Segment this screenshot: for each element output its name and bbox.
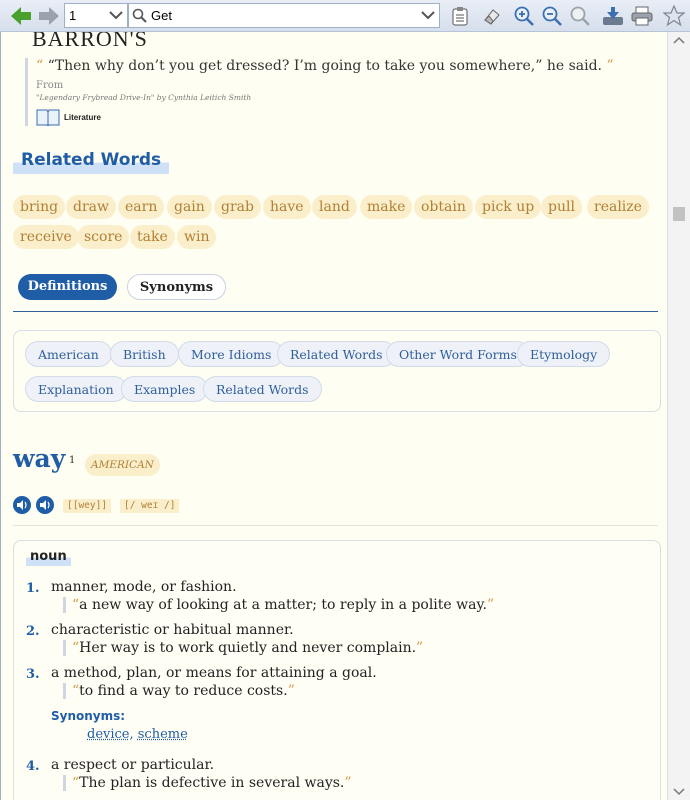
- nav-link-more-idioms[interactable]: More Idioms: [178, 341, 284, 367]
- example-text: Her way is to work quietly and never complain.: [79, 640, 417, 656]
- quote-source: "Legendary Frybread Drive-In" by Cynthia Leitich Smith: [36, 93, 252, 102]
- scrollbar-thumb[interactable]: [673, 207, 685, 221]
- related-word-chip[interactable]: pull: [541, 195, 582, 219]
- synonyms-list: device, scheme: [87, 727, 188, 742]
- sense-number: 1.: [26, 581, 40, 596]
- definitions-box: [13, 540, 661, 800]
- search-icon: [132, 8, 148, 24]
- synonyms-label: Synonyms:: [51, 709, 126, 723]
- nav-link-etymology[interactable]: Etymology: [517, 341, 610, 367]
- nav-link-american[interactable]: American: [25, 341, 112, 367]
- quote-open-mark: “: [36, 58, 44, 74]
- search-input[interactable]: [128, 3, 440, 28]
- quote-text: “Then why don’t you get dressed? I’m going to take you somewhere,” he said.: [47, 58, 602, 74]
- nav-link-explanation[interactable]: Explanation: [25, 376, 127, 402]
- clipboard-icon[interactable]: [447, 3, 473, 29]
- chevron-down-icon[interactable]: [109, 7, 123, 23]
- sense-definition: a respect or particular.: [51, 757, 215, 773]
- related-word-chip[interactable]: make: [360, 195, 412, 219]
- download-icon[interactable]: [600, 3, 626, 29]
- zoom-in-icon[interactable]: [511, 3, 537, 29]
- zoom-out-icon[interactable]: [539, 3, 565, 29]
- printer-icon[interactable]: [629, 3, 655, 29]
- related-word-chip[interactable]: have: [263, 195, 311, 219]
- sense-example: “to find a way to reduce costs.”: [63, 683, 295, 699]
- related-word-chip[interactable]: obtain: [414, 195, 473, 219]
- zoom-reset-icon[interactable]: [567, 3, 593, 29]
- synonym-link-device[interactable]: device: [87, 727, 130, 742]
- scroll-down-icon[interactable]: [673, 788, 685, 796]
- tabs-divider: [13, 311, 658, 312]
- synonym-link-scheme[interactable]: scheme: [137, 727, 188, 742]
- sense-definition: characteristic or habitual manner.: [51, 622, 294, 638]
- book-icon: [36, 108, 60, 126]
- quote-text-line: [36, 58, 614, 74]
- pronunciation-ipa: [/ weɪ /]: [120, 499, 179, 513]
- chevron-down-icon[interactable]: [421, 7, 435, 23]
- related-word-chip[interactable]: gain: [167, 195, 212, 219]
- section-nav: [13, 330, 661, 412]
- dictionary-content: [0, 32, 667, 800]
- page-combo-value: 1: [69, 8, 77, 23]
- nav-link-examples[interactable]: Examples: [121, 376, 208, 402]
- related-word-chip[interactable]: pick up: [475, 195, 541, 219]
- headword: way: [13, 444, 66, 473]
- quote-block: [25, 58, 614, 126]
- quote-close-mark: ”: [606, 58, 614, 74]
- vertical-scrollbar[interactable]: [667, 32, 690, 800]
- sense-number: 4.: [26, 759, 40, 774]
- toolbar: [0, 0, 690, 32]
- related-word-chip[interactable]: grab: [214, 195, 261, 219]
- related-word-chip[interactable]: bring: [13, 195, 65, 219]
- sense-number: 2.: [26, 624, 40, 639]
- tab-definitions[interactable]: Definitions: [18, 274, 117, 300]
- quote-from: From: [36, 80, 64, 91]
- category-literature[interactable]: [36, 108, 614, 126]
- nav-link-other-word-forms[interactable]: Other Word Forms: [386, 341, 530, 367]
- search-value: Get: [151, 8, 172, 23]
- related-word-chip[interactable]: win: [177, 225, 216, 249]
- example-text: The plan is defective in several ways.: [79, 775, 345, 791]
- region-badge: AMERICAN: [85, 454, 160, 476]
- star-icon[interactable]: [661, 3, 687, 29]
- page-combo[interactable]: [64, 3, 128, 28]
- related-word-chip[interactable]: realize: [587, 195, 649, 219]
- related-words-heading: Related Words: [13, 148, 169, 174]
- back-arrow-icon[interactable]: [8, 3, 34, 29]
- forward-arrow-icon[interactable]: [36, 3, 62, 29]
- nav-link-related-words[interactable]: Related Words: [277, 341, 396, 367]
- related-word-chip[interactable]: score: [77, 225, 129, 249]
- nav-link-british[interactable]: British: [110, 341, 179, 367]
- related-word-chip[interactable]: earn: [118, 195, 164, 219]
- nav-link-related-words-2[interactable]: Related Words: [203, 376, 322, 402]
- sense-number: 3.: [26, 667, 40, 682]
- sense-example: “The plan is defective in several ways.”: [63, 775, 352, 791]
- part-of-speech: noun: [26, 549, 71, 566]
- sense-definition: manner, mode, or fashion.: [51, 579, 237, 595]
- related-word-chip[interactable]: draw: [66, 195, 116, 219]
- divider: [13, 525, 658, 526]
- tab-synonyms[interactable]: Synonyms: [127, 274, 226, 300]
- sense-definition: a method, plan, or means for attaining a goal.: [51, 665, 377, 681]
- pronunciation-respelling: [[wey]]: [63, 499, 111, 513]
- homograph-number: 1: [69, 455, 76, 466]
- related-word-chip[interactable]: receive: [13, 225, 79, 249]
- category-label: Literature: [64, 112, 101, 122]
- related-word-chip[interactable]: land: [312, 195, 357, 219]
- speaker-icon[interactable]: [13, 496, 31, 514]
- example-text: a new way of looking at a matter; to reply in a polite way.: [79, 597, 487, 613]
- eraser-icon[interactable]: [478, 3, 504, 29]
- sense-example: “a new way of looking at a matter; to reply in a polite way.”: [63, 597, 494, 613]
- speaker-icon[interactable]: [36, 496, 54, 514]
- example-text: to find a way to reduce costs.: [79, 683, 288, 699]
- related-word-chip[interactable]: take: [130, 225, 175, 249]
- scroll-up-icon[interactable]: [673, 36, 685, 44]
- barrons-logo: BARRON'S: [32, 32, 148, 51]
- sense-example: “Her way is to work quietly and never complain.”: [63, 640, 423, 656]
